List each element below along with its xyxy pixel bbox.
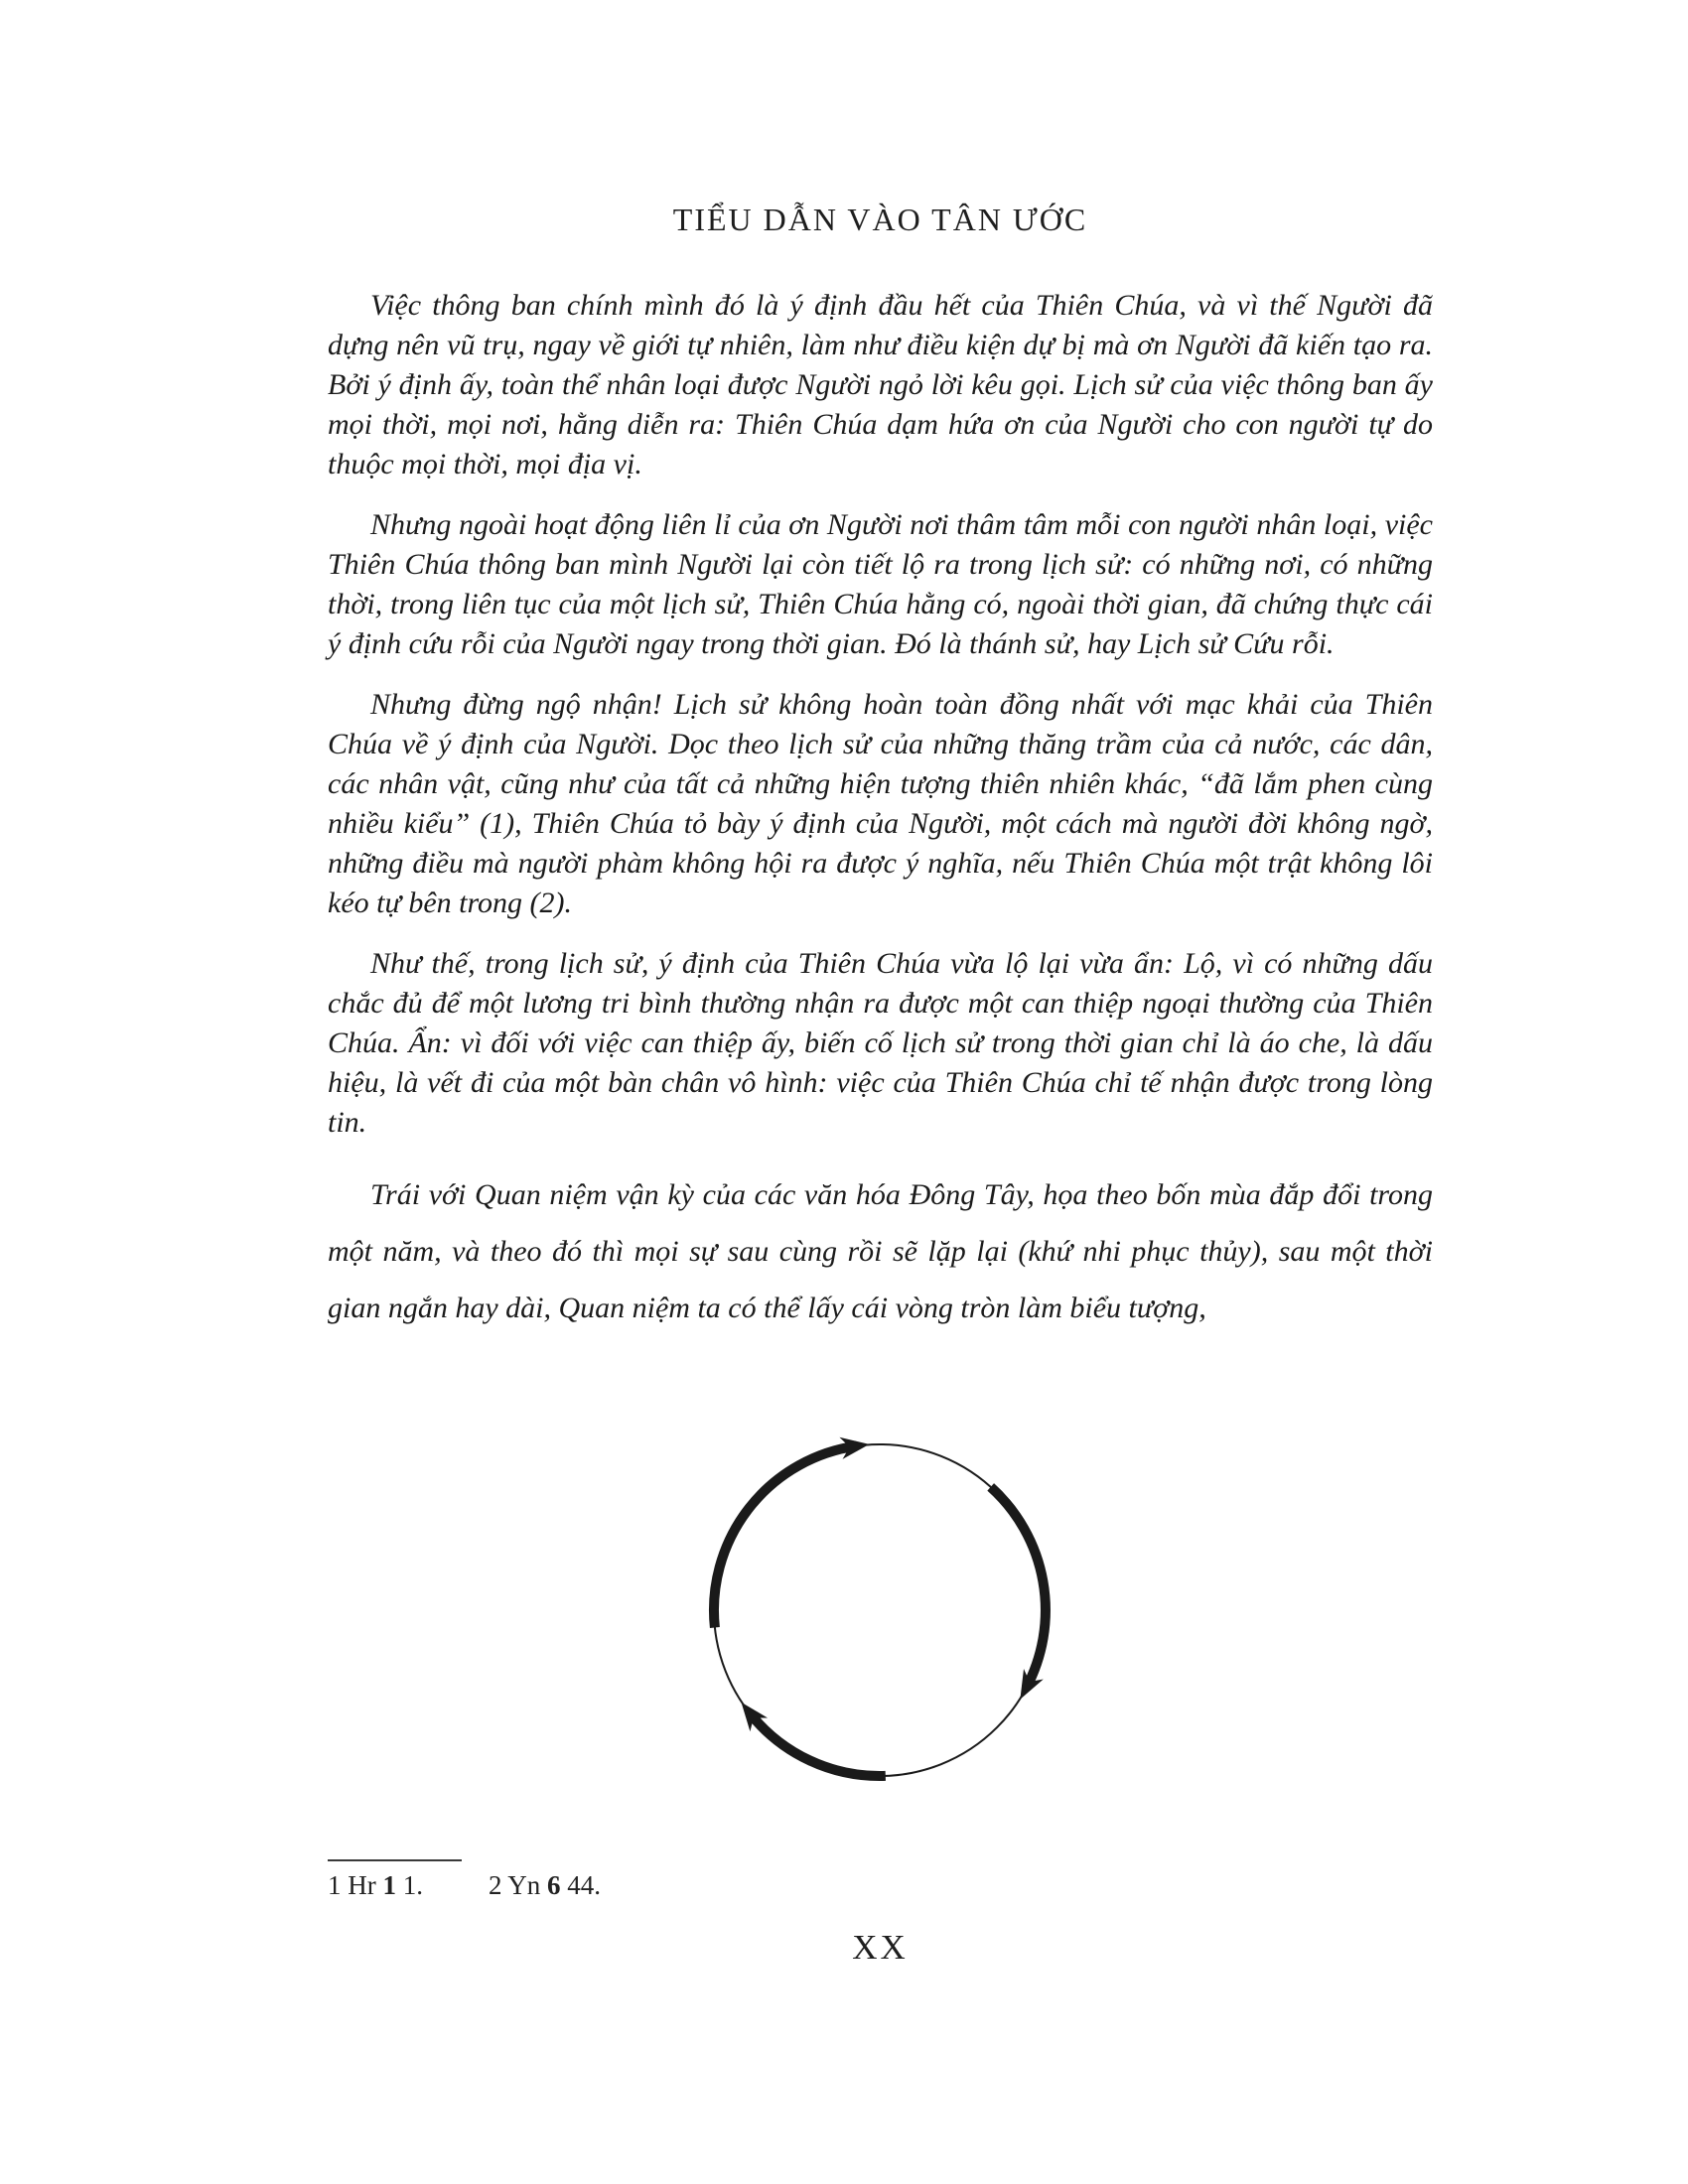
footnote-2-chapter: 6 [547, 1870, 561, 1900]
footnotes [328, 1870, 601, 1901]
cycle-arrow-top-icon [714, 1446, 857, 1628]
paragraph: Nhưng ngoài hoạt động liên lỉ của ơn Người nơi thâm tâm mỗi con người nhân loại, việc Thiên Chúa thông ban mình Người lại còn tiết lộ ra trong lịch sử: có những nơi, có những thời, trong liên tục của một lịch sử, Thiên Chúa hằng có, ngoài thời gian, đã chứng thực cái ý định cứu rỗi của Người ngay trong thời gian. Đó là thánh sử, hay Lịch sử Cứu rỗi. [328, 508, 1433, 660]
footnote-2 [489, 1870, 601, 1901]
footnote-2-post: 44. [560, 1870, 601, 1900]
footnote-1-chapter: 1 [382, 1870, 396, 1900]
paragraph: Như thế, trong lịch sử, ý định của Thiên Chúa vừa lộ lại vừa ẩn: Lộ, vì có những dấu chắc đủ để một lương tri bình thường nhận ra được một can thiệp ngoại thường của Thiên Chúa. Ẩn: vì đối với việc can thiệp ấy, biến cố lịch sử trong thời gian chỉ là áo che, là dấu hiệu, là vết đi của một bàn chân vô hình: việc của Thiên Chúa chỉ tế nhận được trong lòng tin. [328, 947, 1433, 1139]
paragraph: Nhưng đừng ngộ nhận! Lịch sử không hoàn toàn đồng nhất với mạc khải của Thiên Chúa về ý định của Người. Dọc theo lịch sử của những thăng trầm của cả nước, các dân, các nhân vật, cũng như của tất cả những hiện tượng thiên nhiên khác, “đã lắm phen cùng nhiều kiểu” (1), Thiên Chúa tỏ bày ý định của Người, một cách mà người đời không ngờ, những điều mà người phàm không hội ra được ý nghĩa, nếu Thiên Chúa một trật không lôi kéo tự bên trong (2). [328, 688, 1433, 919]
paragraph: Trái với Quan niệm vận kỳ của các văn hóa Đông Tây, họa theo bốn mùa đắp đổi trong một năm, và theo đó thì mọi sự sau cùng rồi sẽ lặp lại (khứ nhi phục thủy), sau một thời gian ngắn hay dài, Quan niệm ta có thể lấy cái vòng tròn làm biểu tượng, [328, 1178, 1433, 1324]
footnote-1 [328, 1870, 423, 1901]
cycle-arrow-right-icon [991, 1487, 1046, 1689]
cycle-arrow-bottom-icon [749, 1712, 885, 1776]
footnote-1-pre: 1 Hr [328, 1870, 383, 1900]
footnote-2-pre: 2 Yn [489, 1870, 547, 1900]
page-title: TIỂU DẪN VÀO TÂN ƯỚC [672, 202, 1088, 237]
cycle-arrows-diagram [665, 1400, 1112, 1817]
page-number: XX [852, 1928, 909, 1967]
paragraph: Việc thông ban chính mình đó là ý định đầu hết của Thiên Chúa, và vì thế Người đã dựng nên vũ trụ, ngay về giới tự nhiên, làm như điều kiện dự bị mà ơn Người đã kiến tạo ra. Bởi ý định ấy, toàn thể nhân loại được Người ngỏ lời kêu gọi. Lịch sử của việc thông ban ấy mọi thời, mọi nơi, hằng diễn ra: Thiên Chúa dạm hứa ơn của Người cho con người tự do thuộc mọi thời, mọi địa vị. [328, 289, 1433, 480]
footnote-1-post: 1. [396, 1870, 423, 1900]
text-column [328, 286, 1433, 1357]
footnote-divider [328, 1859, 462, 1861]
